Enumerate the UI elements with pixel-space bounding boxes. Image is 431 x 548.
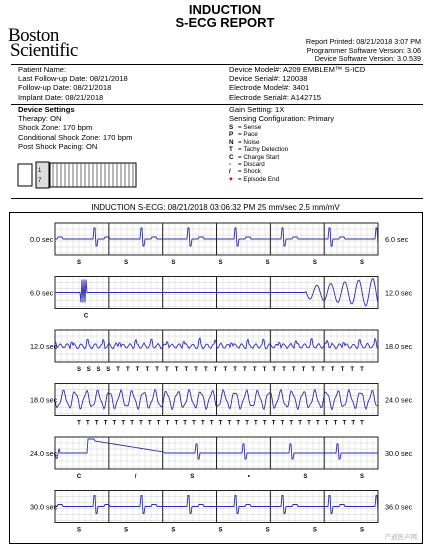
legend-item xyxy=(229,176,288,183)
marker-legend xyxy=(229,124,288,183)
marker-label: T xyxy=(125,367,130,373)
marker-label: S xyxy=(190,474,195,480)
marker-label: T xyxy=(156,420,161,427)
marker-label: T xyxy=(233,367,237,373)
marker-label: T xyxy=(298,420,302,427)
marker-label: S xyxy=(124,260,129,266)
marker-label: T xyxy=(340,367,345,373)
marker-label: T xyxy=(245,420,249,427)
settings-heading: Device Settings xyxy=(18,105,75,114)
marker-label: S xyxy=(218,260,223,266)
marker-label: T xyxy=(282,367,286,373)
marker-label: T xyxy=(204,367,208,373)
marker-label: T xyxy=(200,420,205,427)
marker-label: T xyxy=(324,420,329,427)
marker-label: T xyxy=(360,367,364,373)
marker-label: T xyxy=(164,367,169,373)
marker-label: T xyxy=(307,420,311,427)
sensing-configuration: Sensing Configuration: Primary xyxy=(229,114,335,124)
ecg-strip xyxy=(30,384,413,427)
marker-label: T xyxy=(165,420,170,427)
settings-divider xyxy=(11,198,423,199)
marker-label: S xyxy=(86,367,91,373)
svg-text:7: 7 xyxy=(38,178,42,184)
marker-label: T xyxy=(236,420,241,427)
ecg-strip-panel xyxy=(9,212,423,544)
legend-label: = Episode End xyxy=(238,175,280,183)
report-printed: Report Printed: 08/21/2018 3:07 PM xyxy=(305,37,421,46)
marker-label: T xyxy=(289,420,294,427)
marker-label: C xyxy=(83,313,89,320)
marker-label: T xyxy=(116,367,120,373)
gain-setting: Gain Setting: 1X xyxy=(229,105,285,114)
legend-symbol: ♥ xyxy=(229,175,233,183)
followup-date: Follow-up Date: 08/21/2018 xyxy=(18,83,112,93)
marker-label: T xyxy=(272,367,277,373)
strip-start-time: 12.0 sec xyxy=(30,342,58,351)
strip-start-time: 6.0 sec xyxy=(30,288,54,298)
marker-label: S xyxy=(218,527,223,534)
report-meta xyxy=(306,38,421,64)
marker-label: T xyxy=(301,367,306,373)
strip-end-time: 6.0 sec xyxy=(385,235,409,244)
shock-zone: Shock Zone: 170 bpm xyxy=(18,123,93,133)
marker-label: T xyxy=(130,420,134,427)
gain-settings xyxy=(229,105,334,123)
implant-date: Implant Date: 08/21/2018 xyxy=(18,92,104,102)
device-version: Device Software Version: 3.0.539 xyxy=(314,54,421,64)
ecg-strip xyxy=(30,437,413,480)
marker-label: T xyxy=(254,420,258,427)
marker-label: T xyxy=(330,367,335,373)
legend-item xyxy=(229,161,288,168)
legend-symbol: T xyxy=(229,146,233,154)
legend-item xyxy=(229,154,288,161)
marker-label: T xyxy=(209,420,214,427)
programmer-version: Programmer Software Version: 3.06 xyxy=(306,45,421,55)
marker-label: T xyxy=(218,420,223,427)
strip-end-time: 24.0 sec xyxy=(385,395,413,405)
marker-label: S xyxy=(359,527,365,534)
marker-label: T xyxy=(243,367,247,373)
legend-symbol: - xyxy=(229,161,232,169)
electrode-model: Electrode Model#: 3401 xyxy=(229,83,310,93)
legend-label: = Sense xyxy=(238,124,262,131)
therapy-setting: Therapy: ON xyxy=(18,114,62,124)
marker-label: T xyxy=(227,420,232,427)
marker-label: T xyxy=(139,420,143,427)
marker-label: C xyxy=(76,474,82,480)
device-can xyxy=(18,164,32,186)
patient-info xyxy=(18,65,128,102)
marker-label: S xyxy=(76,260,82,266)
strip-header: INDUCTION S-ECG: 08/21/2018 03:06:32 PM 25 mm/sec 2.5 mm/mV xyxy=(91,203,340,212)
report-title xyxy=(150,3,300,29)
marker-label: T xyxy=(192,420,196,427)
legend-symbol: C xyxy=(229,153,234,161)
marker-label: S xyxy=(124,527,129,534)
device-serial: Device Serial#: 120038 xyxy=(229,74,308,84)
marker-label: T xyxy=(112,420,117,427)
marker-label: T xyxy=(174,420,179,427)
marker-label: T xyxy=(147,420,152,427)
strip-end-time: 18.0 sec xyxy=(385,342,413,351)
marker-label: S xyxy=(171,260,176,266)
legend-symbol: N xyxy=(229,138,234,146)
marker-label: T xyxy=(184,367,189,373)
brand-logo xyxy=(8,25,98,61)
marker-label: T xyxy=(271,420,276,427)
marker-label: T xyxy=(262,367,267,373)
marker-label: T xyxy=(262,420,267,427)
legend-label: = Charge Start xyxy=(238,153,280,161)
strip-start-time: 30.0 sec xyxy=(30,502,58,512)
legend-item xyxy=(229,131,288,138)
device-model: Device Model#: A209 EMBLEM™ S-ICD xyxy=(229,65,366,74)
marker-label: T xyxy=(121,420,126,427)
marker-label: T xyxy=(350,367,355,373)
post-shock-pacing: Post Shock Pacing: ON xyxy=(18,141,98,151)
marker-label: T xyxy=(135,367,140,373)
strip-start-time: 24.0 sec xyxy=(30,449,58,458)
svg-text:1: 1 xyxy=(38,168,42,174)
legend-item xyxy=(229,146,288,153)
report-title-line-2: S-ECG REPORT xyxy=(175,15,275,30)
marker-label: / xyxy=(134,474,137,480)
marker-label: T xyxy=(213,367,218,373)
legend-item xyxy=(229,124,288,131)
ecg-strip xyxy=(30,277,413,320)
strip-end-time: 36.0 sec xyxy=(385,502,413,512)
marker-label: S xyxy=(96,367,101,373)
marker-label: S xyxy=(76,527,82,534)
legend-symbol: P xyxy=(229,131,234,139)
conditional-shock-zone: Conditional Shock Zone: 170 bpm xyxy=(18,132,133,142)
marker-label: T xyxy=(103,420,108,427)
marker-label: T xyxy=(311,367,316,373)
legend-symbol: / xyxy=(229,168,231,176)
ecg-strip xyxy=(30,330,413,373)
marker-label: S xyxy=(265,260,270,266)
marker-label: T xyxy=(321,367,325,373)
electrode-connector xyxy=(36,162,49,188)
marker-label: S xyxy=(312,527,317,534)
marker-label: S xyxy=(265,527,270,534)
strip-end-time: 12.0 sec xyxy=(385,288,413,298)
marker-label: T xyxy=(223,367,228,373)
legend-item xyxy=(229,139,288,146)
marker-label: S xyxy=(303,474,308,480)
legend-label: = Discard xyxy=(238,161,265,169)
marker-label: S xyxy=(106,367,111,373)
strip-end-time: 30.0 sec xyxy=(385,449,413,458)
legend-label: = Shock xyxy=(238,168,261,176)
last-followup-date: Last Follow-up Date: 08/21/2018 xyxy=(18,74,128,84)
marker-label: T xyxy=(174,367,179,373)
marker-label: T xyxy=(77,420,81,427)
ecg-svg xyxy=(10,213,422,543)
marker-label: T xyxy=(333,420,338,427)
device-diagram xyxy=(17,158,139,192)
marker-label: T xyxy=(351,420,355,427)
legend-label: = Noise xyxy=(238,138,260,146)
marker-label: S xyxy=(76,367,82,373)
marker-label: T xyxy=(194,367,198,373)
legend-symbol: S xyxy=(229,124,234,131)
logo-line-1: Boston xyxy=(8,25,59,46)
marker-label: T xyxy=(291,367,296,373)
strip-start-time: 18.0 sec xyxy=(30,395,58,405)
device-settings xyxy=(18,105,132,151)
marker-label: T xyxy=(342,420,347,427)
marker-label: T xyxy=(280,420,285,427)
marker-label: T xyxy=(315,420,320,427)
electrode-serial: Electrode Serial#: A142715 xyxy=(229,92,322,102)
marker-label: T xyxy=(94,420,99,427)
watermark-text: 产道医声网 xyxy=(384,534,417,541)
marker-label: T xyxy=(252,367,257,373)
ecg-strip xyxy=(30,491,413,534)
marker-label: S xyxy=(171,527,176,534)
patient-name: Patient Name: xyxy=(18,65,67,74)
legend-item xyxy=(229,168,288,175)
device-info xyxy=(229,65,365,102)
marker-label: • xyxy=(247,474,250,480)
legend-label: = Tachy Detection xyxy=(238,146,289,154)
marker-label: S xyxy=(312,260,317,266)
marker-label: T xyxy=(86,420,90,427)
legend-label: = Pace xyxy=(238,131,258,139)
marker-label: S xyxy=(359,260,365,266)
report-title-line-1: INDUCTION xyxy=(188,2,262,17)
logo-line-2: Scientific xyxy=(10,40,78,61)
ecg-strip xyxy=(30,223,409,266)
marker-label: T xyxy=(360,420,364,427)
strip-start-time: 0.0 sec xyxy=(30,235,54,244)
marker-label: T xyxy=(145,367,150,373)
marker-label: T xyxy=(155,367,159,373)
marker-label: T xyxy=(183,420,187,427)
marker-label: S xyxy=(359,474,365,480)
